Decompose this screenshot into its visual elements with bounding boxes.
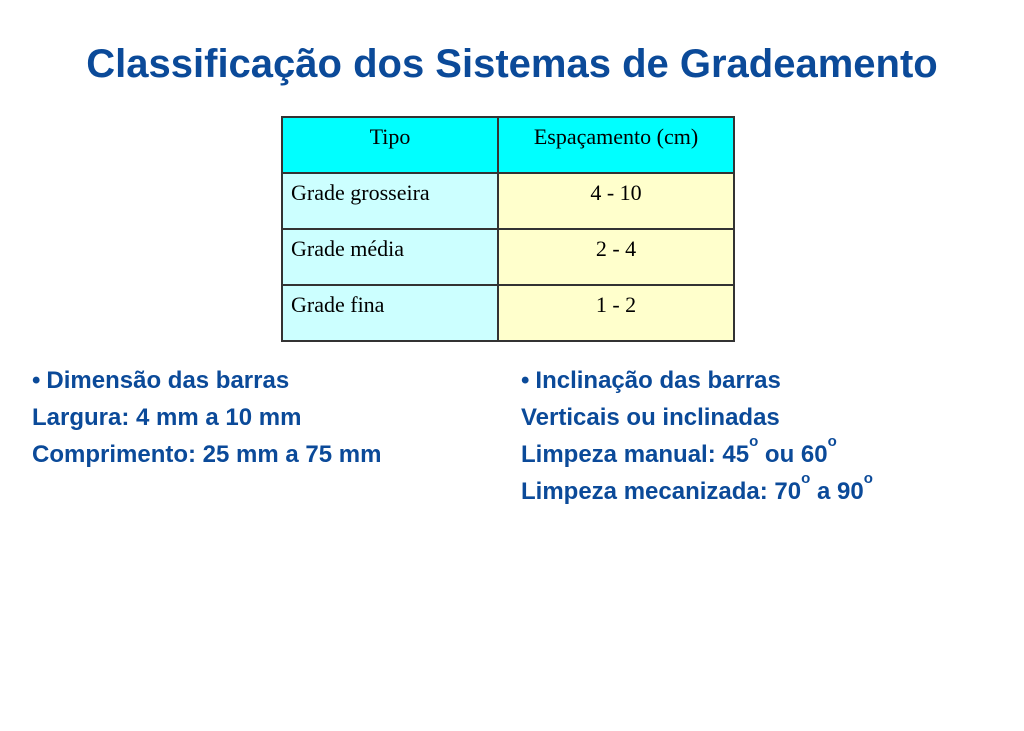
spacing-cell: 4 - 10 [498,173,734,229]
bullet-icon: • [521,367,530,394]
table-row [282,173,734,229]
bar-length-line: Comprimento: 25 mm a 75 mm [32,441,382,468]
mechanized-cleaning-line [521,470,873,510]
bullet-icon: • [32,367,41,394]
mechanized-middle: a 90 [810,478,864,505]
grating-spacing-table [281,116,735,342]
bar-inclination-block [521,362,873,510]
column-header-spacing: Espaçamento (cm) [498,117,734,173]
degree-superscript: o [863,470,873,487]
spacing-cell: 1 - 2 [498,285,734,341]
mechanized-prefix: Limpeza mecanizada: 70 [521,478,802,505]
table-row [282,229,734,285]
bar-width-line: Largura: 4 mm a 10 mm [32,404,302,431]
type-cell: Grade fina [282,285,498,341]
degree-superscript: o [749,433,759,450]
spacing-cell: 2 - 4 [498,229,734,285]
bar-inclination-heading [521,362,873,399]
bar-dimensions-heading [32,362,381,399]
manual-prefix: Limpeza manual: 45 [521,441,750,468]
table-row [282,285,734,341]
heading-text: Dimensão das barras [46,367,290,394]
column-header-type: Tipo [282,117,498,173]
degree-superscript: o [827,433,837,450]
manual-cleaning-line [521,433,873,473]
table-header-row [282,117,734,173]
heading-text: Inclinação das barras [535,367,781,394]
orientation-line: Verticais ou inclinadas [521,404,780,431]
page-title: Classificação dos Sistemas de Gradeamento [86,42,938,86]
manual-middle: ou 60 [758,441,828,468]
degree-superscript: o [801,470,811,487]
type-cell: Grade média [282,229,498,285]
bar-dimensions-block [32,362,381,473]
type-cell: Grade grosseira [282,173,498,229]
